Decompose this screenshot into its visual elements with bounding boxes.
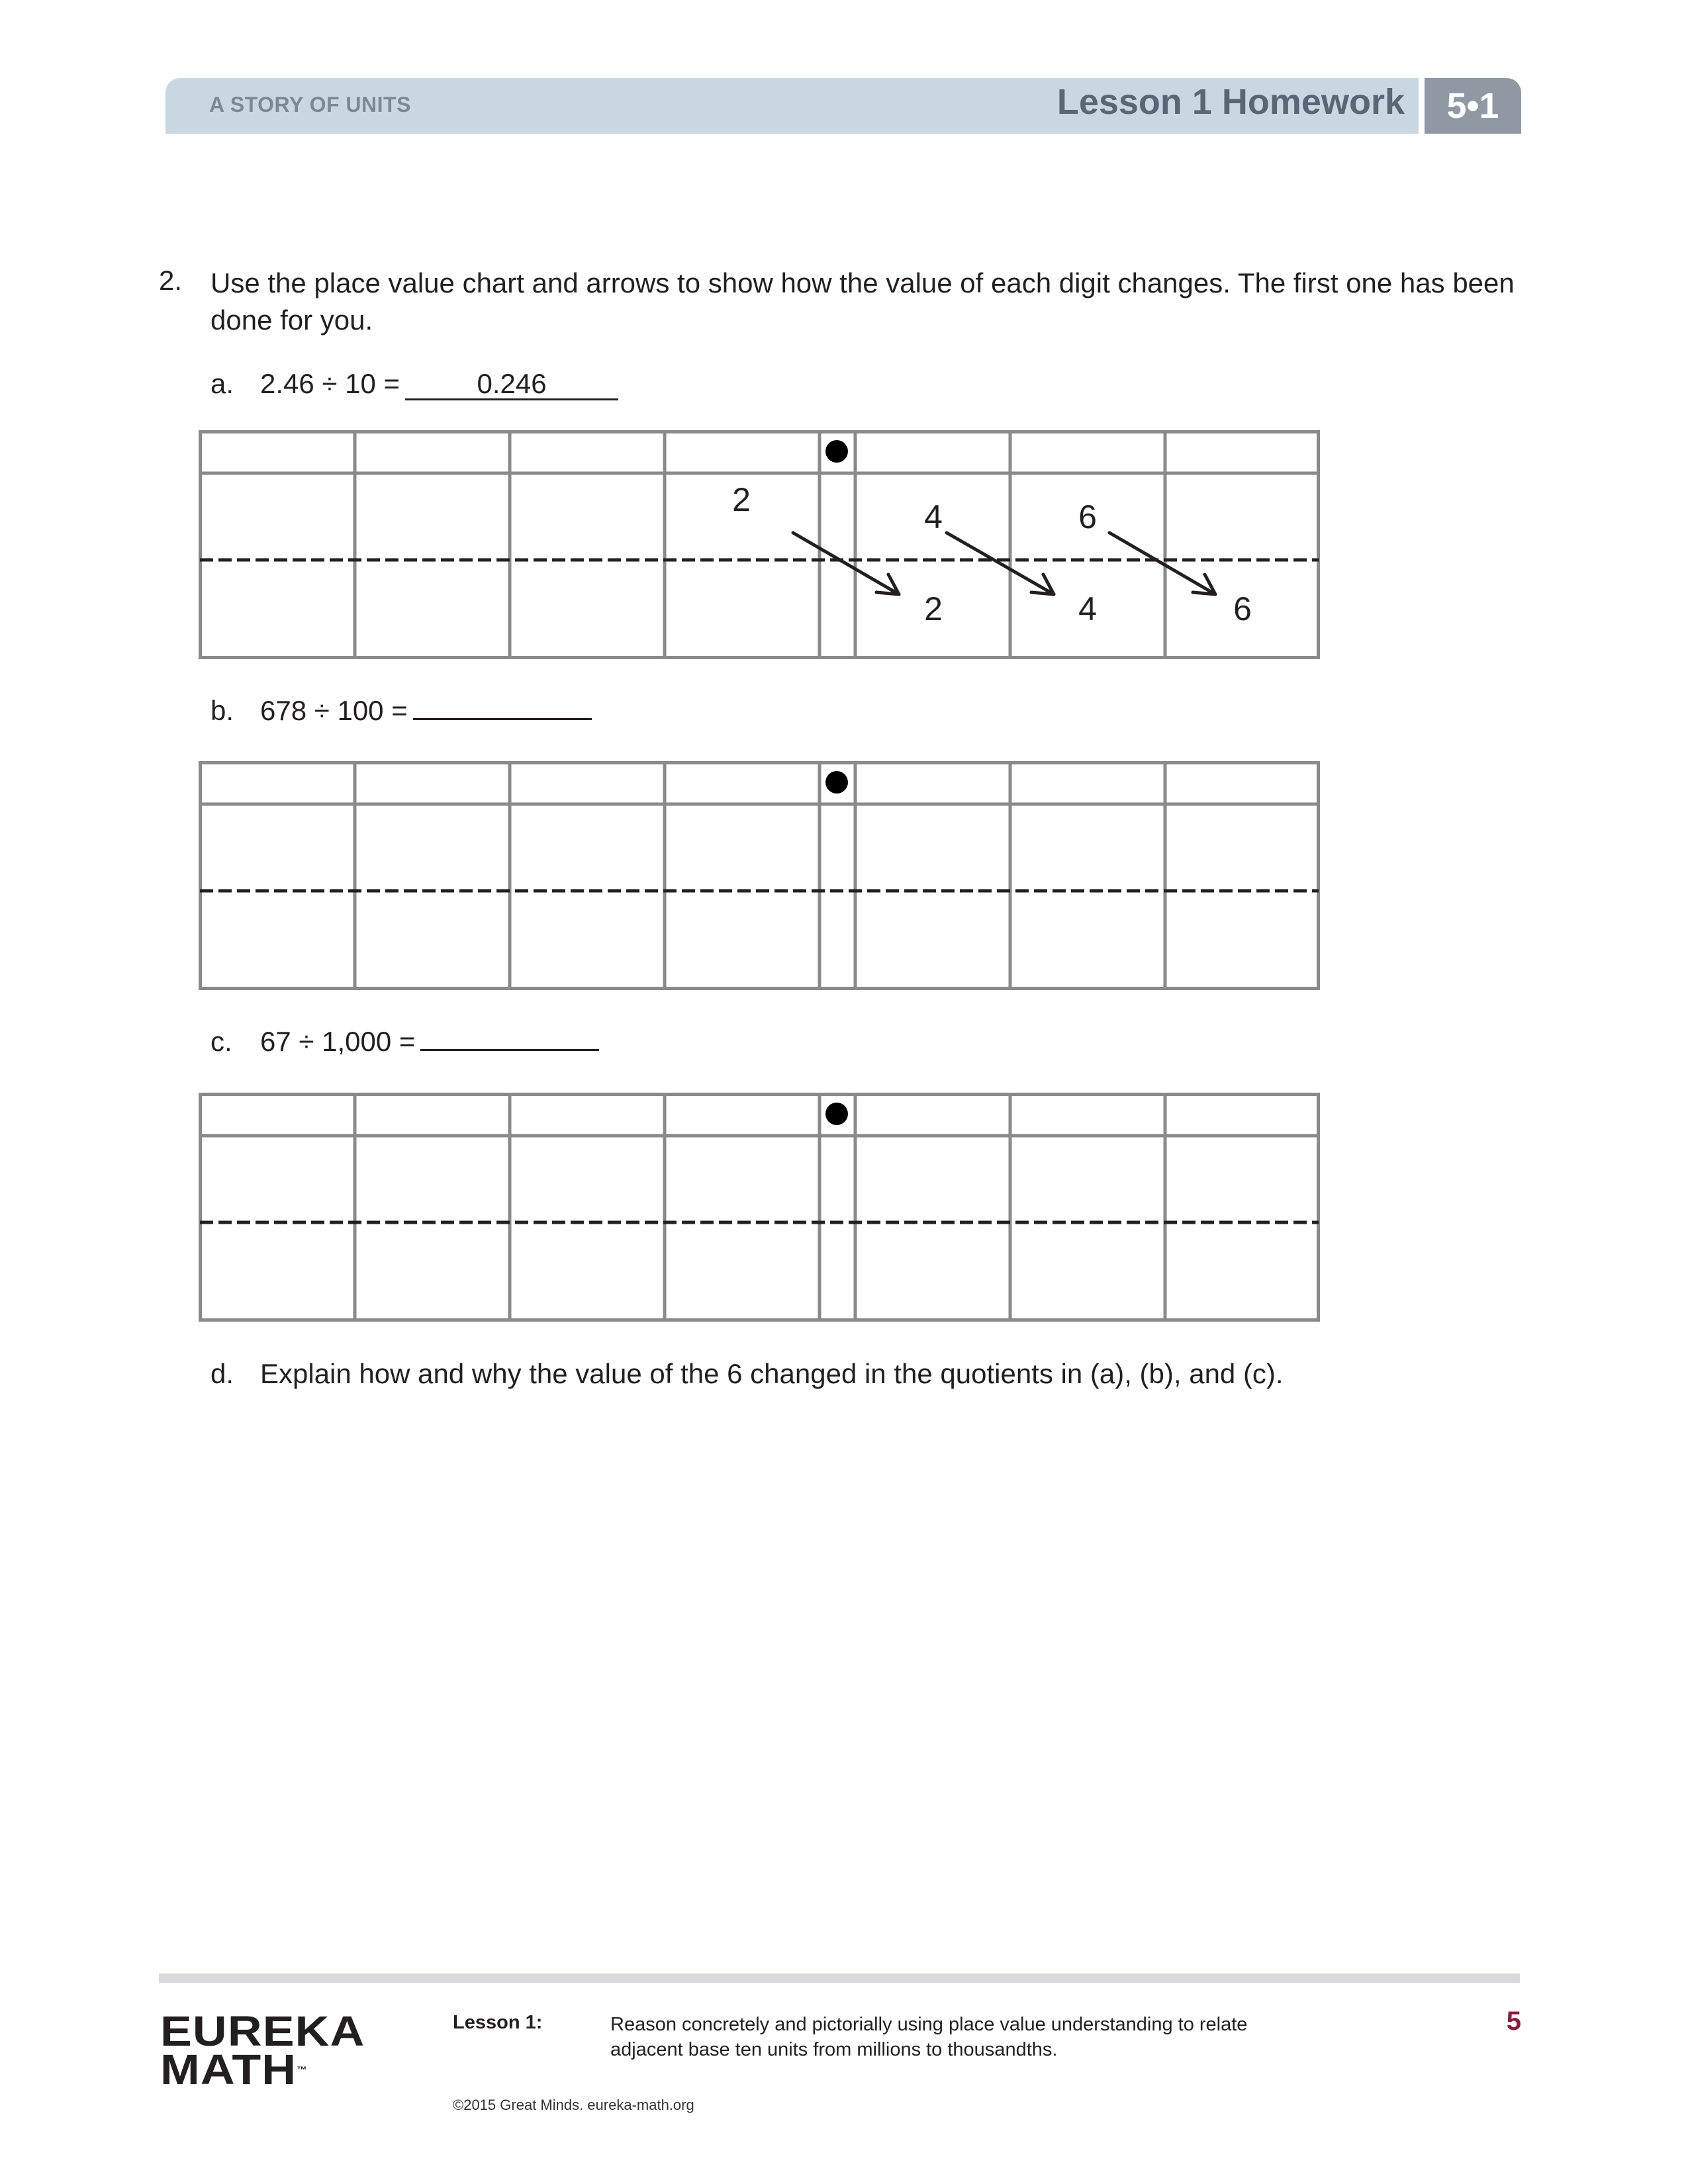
footer-rule (159, 1974, 1520, 1983)
chart-grid (199, 1093, 1320, 1322)
chart-grid (199, 761, 1320, 990)
lesson-title: Lesson 1 Homework (1056, 82, 1405, 122)
part-a-equation: 2.46 ÷ 10 = (260, 368, 400, 399)
footer-lesson-label: Lesson 1: (453, 2012, 543, 2033)
part-a-letter: a. (211, 368, 234, 399)
footer-lesson-description: Reason concretely and pictorially using place value understanding to relate adjacent base ten units from millions to thousandths. (610, 2014, 1248, 2060)
part-c-letter: c. (211, 1026, 232, 1057)
question-text: Use the place value chart and arrows to show how the value of each digit changes. The first one has been done for you. (211, 267, 1515, 336)
decimal-point (825, 1103, 848, 1125)
digit-6-original: 6 (1078, 498, 1097, 535)
page-number: 5 (1506, 2007, 1521, 2036)
part-c-answer[interactable] (420, 1049, 599, 1051)
arrow-1 (793, 533, 899, 594)
decimal-point (825, 440, 848, 463)
part-c-equation: 67 ÷ 1,000 = (260, 1026, 416, 1057)
series-title: A STORY OF UNITS (209, 93, 411, 116)
part-c-expression (260, 1026, 599, 1058)
decimal-point (825, 771, 848, 794)
question-number: 2. (159, 265, 183, 296)
part-b-answer[interactable] (413, 718, 592, 720)
part-b-equation: 678 ÷ 100 = (260, 695, 408, 726)
part-b-expression (260, 695, 592, 727)
chart-grid (199, 430, 1320, 659)
logo-line-2-text: MATH (160, 2046, 297, 2093)
logo-line-2 (160, 2046, 365, 2093)
digit-6-shifted: 6 (1233, 590, 1252, 627)
part-b-letter: b. (211, 695, 234, 726)
part-a-expression (260, 368, 618, 400)
arrow-3 (1109, 533, 1215, 594)
arrow-2 (947, 533, 1054, 594)
part-a-answer: 0.246 (405, 369, 618, 400)
digit-2-original: 2 (732, 481, 751, 518)
eureka-math-logo (160, 2007, 365, 2093)
digit-4-shifted: 4 (1078, 590, 1097, 627)
place-value-chart-c (199, 1093, 1320, 1322)
digit-4-original: 4 (924, 498, 943, 535)
place-value-chart-b (199, 761, 1320, 990)
logo-line-1: EUREKA (160, 2007, 365, 2055)
logo-trademark: ™ (297, 2064, 308, 2075)
part-d-letter: d. (211, 1358, 234, 1389)
place-value-chart-a (199, 430, 1320, 659)
part-d-prompt: Explain how and why the value of the 6 changed in the quotients in (a), (b), and (c). (260, 1358, 1284, 1389)
digit-2-shifted: 2 (924, 590, 943, 627)
copyright: ©2015 Great Minds. eureka-math.org (453, 2097, 694, 2113)
module-badge: 5•1 (1425, 78, 1521, 134)
